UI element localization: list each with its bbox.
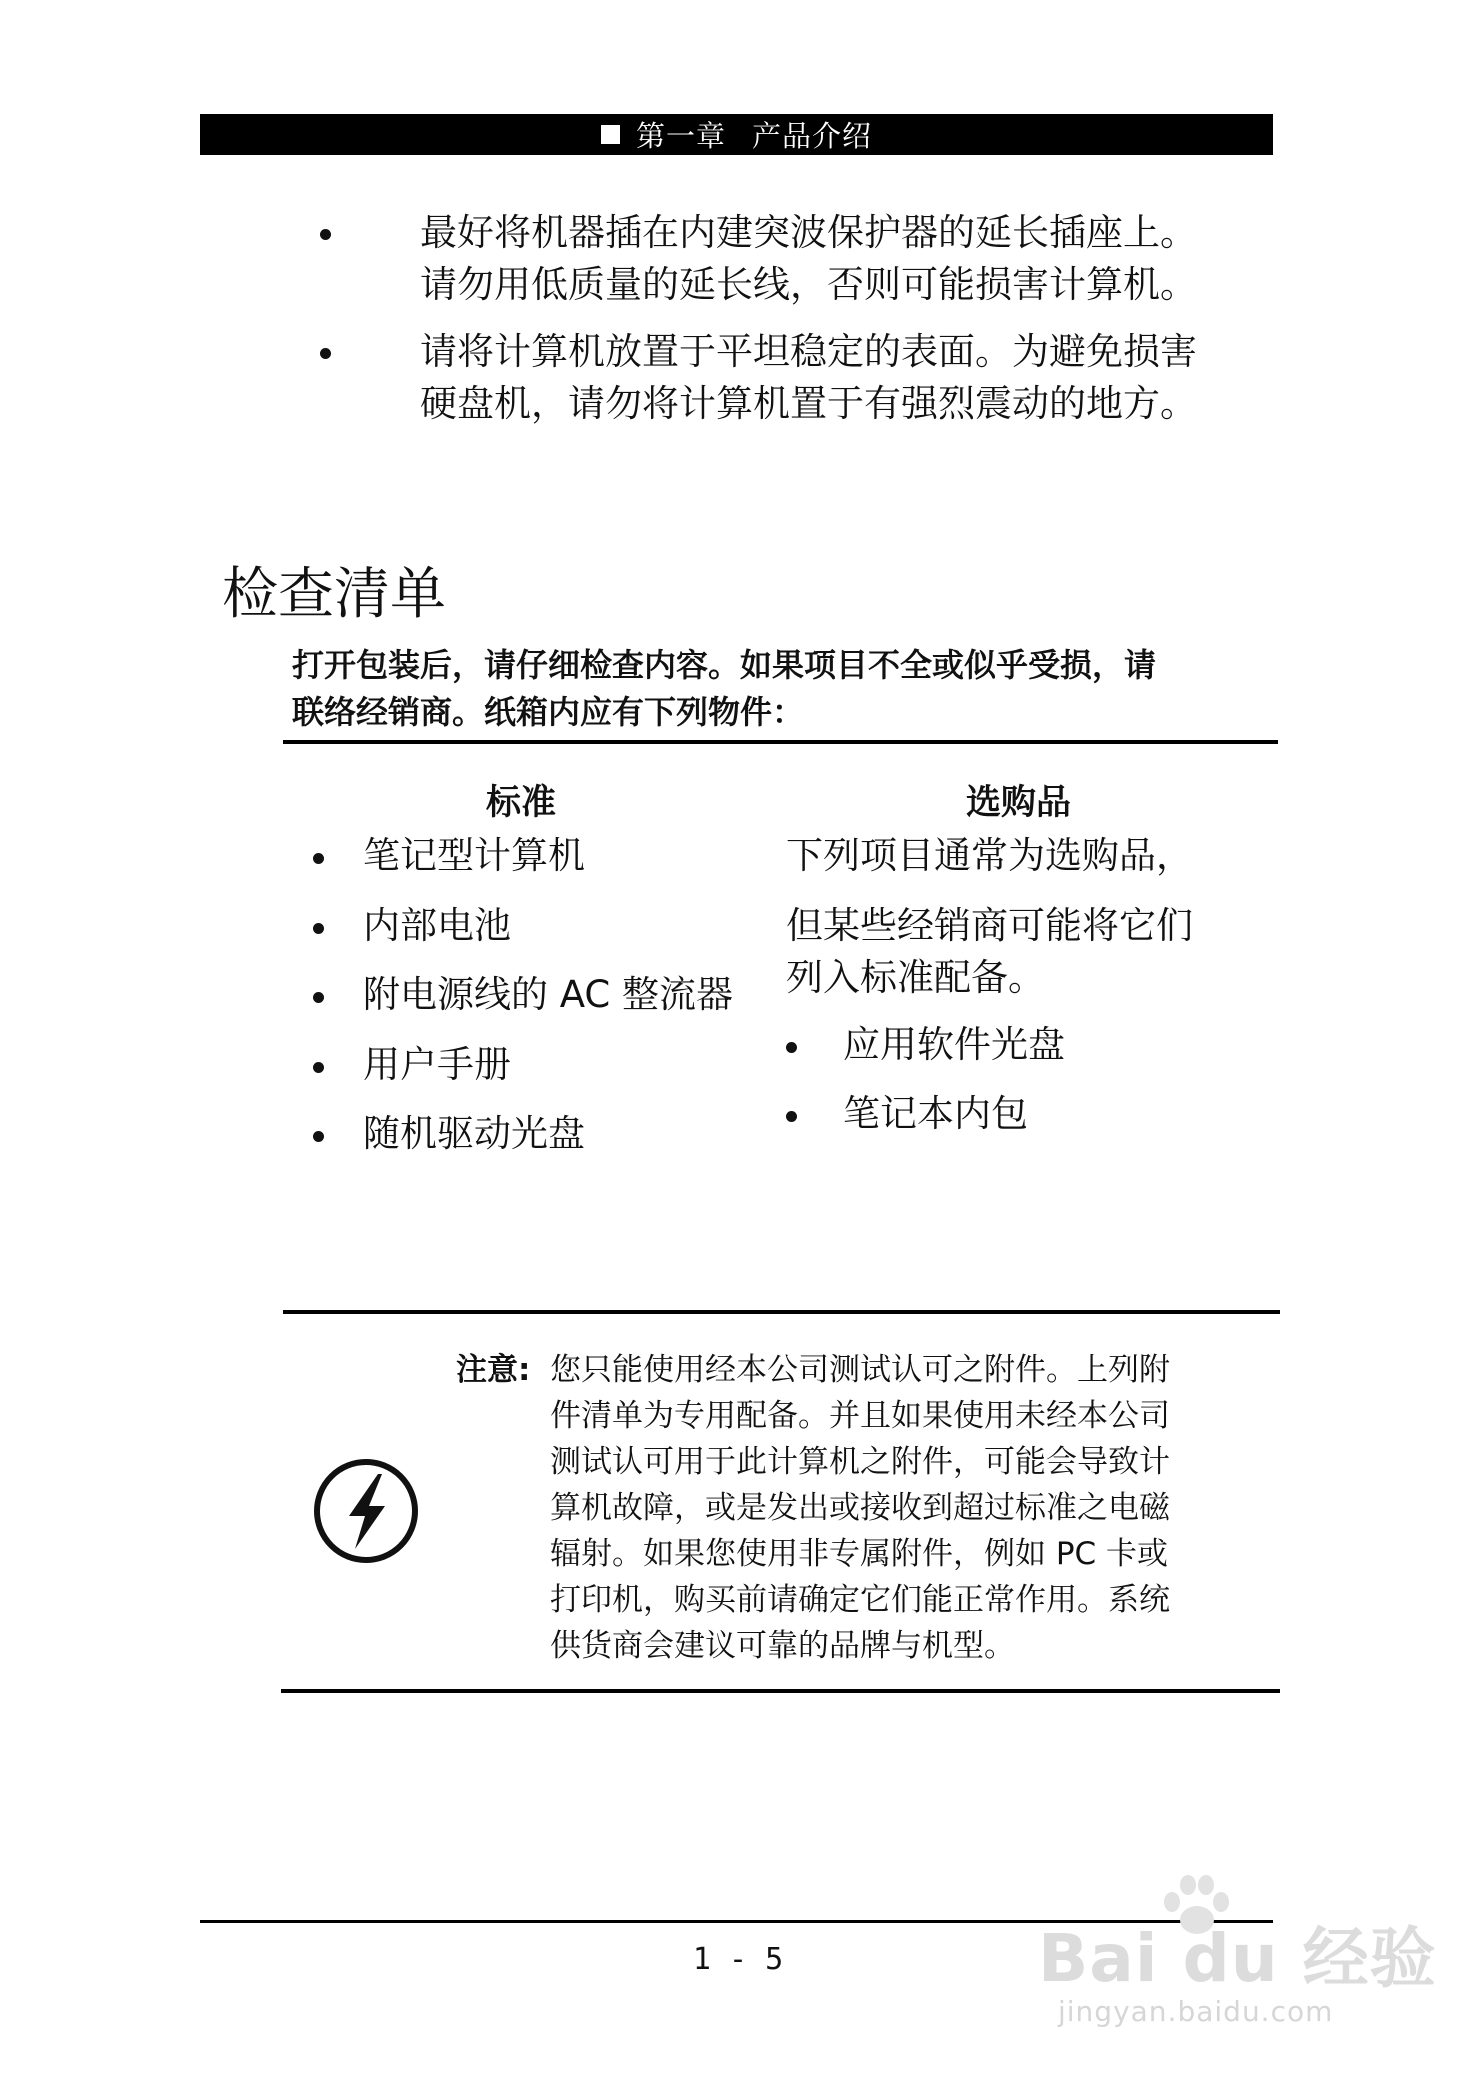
- chapter-header-bar: [200, 114, 1273, 155]
- chapter-title: 产品介绍: [752, 119, 873, 153]
- precaution-line: 请勿用低质量的延长线，否则可能损害计算机。: [420, 263, 1197, 306]
- note-line: 您只能使用经本公司测试认可之附件。上列附: [550, 1352, 1170, 1388]
- note-line: 件清单为专用配备。并且如果使用未经本公司: [550, 1398, 1170, 1434]
- top-rule: [283, 740, 1278, 744]
- note-body: [550, 1347, 1270, 1669]
- precaution-line: 最好将机器插在内建突波保护器的延长插座上。: [420, 211, 1197, 254]
- note-line: 辐射。如果您使用非专属附件，例如 PC 卡或: [550, 1536, 1169, 1572]
- note-top-rule: [283, 1310, 1280, 1314]
- bullet-dot-icon: [313, 923, 324, 934]
- section-title: 检查清单: [222, 562, 446, 627]
- bullet-dot-icon: [313, 1131, 324, 1142]
- bullet-dot-icon: [320, 348, 331, 359]
- page-number: 1 - 5: [692, 1942, 784, 1977]
- precaution-line: 硬盘机，请勿将计算机置于有强烈震动的地方。: [420, 382, 1197, 425]
- note-line: 打印机，购买前请确定它们能正常作用。系统: [550, 1582, 1170, 1618]
- bullet-dot-icon: [786, 1111, 797, 1122]
- chapter-number: 第一章: [635, 119, 726, 153]
- optional-intro-line: 下列项目通常为选购品，: [786, 834, 1193, 877]
- note-line: 测试认可用于此计算机之附件，可能会导致计: [550, 1444, 1170, 1480]
- standard-heading: 标准: [486, 783, 557, 823]
- watermark-url: jingyan.baidu.com: [1058, 1995, 1334, 2028]
- note-line: 供货商会建议可靠的品牌与机型。: [550, 1628, 1015, 1664]
- intro-line: 打开包装后，请仔细检查内容。如果项目不全或似乎受损，请: [292, 646, 1157, 684]
- square-bullet-icon: [601, 125, 620, 144]
- watermark-logo: Bai du 经验: [1038, 1920, 1437, 1997]
- bullet-dot-icon: [320, 229, 331, 240]
- bullet-dot-icon: [313, 992, 324, 1003]
- bullet-dot-icon: [313, 1062, 324, 1073]
- lightning-warning-icon: [311, 1456, 421, 1566]
- optional-intro-line: 列入标准配备。: [786, 956, 1045, 999]
- precaution-line: 请将计算机放置于平坦稳定的表面。为避免损害: [420, 330, 1197, 373]
- optional-intro-line: 但某些经销商可能将它们: [786, 904, 1193, 947]
- bullet-dot-icon: [786, 1042, 797, 1053]
- optional-heading: 选购品: [966, 783, 1072, 823]
- note-bottom-rule: [281, 1689, 1280, 1693]
- checklist-intro: [292, 642, 1272, 736]
- intro-line: 联络经销商。纸箱内应有下列物件：: [292, 693, 805, 731]
- note-line: 算机故障，或是发出或接收到超过标准之电磁: [550, 1490, 1170, 1526]
- bullet-dot-icon: [313, 853, 324, 864]
- note-label: 注意:: [456, 1352, 531, 1388]
